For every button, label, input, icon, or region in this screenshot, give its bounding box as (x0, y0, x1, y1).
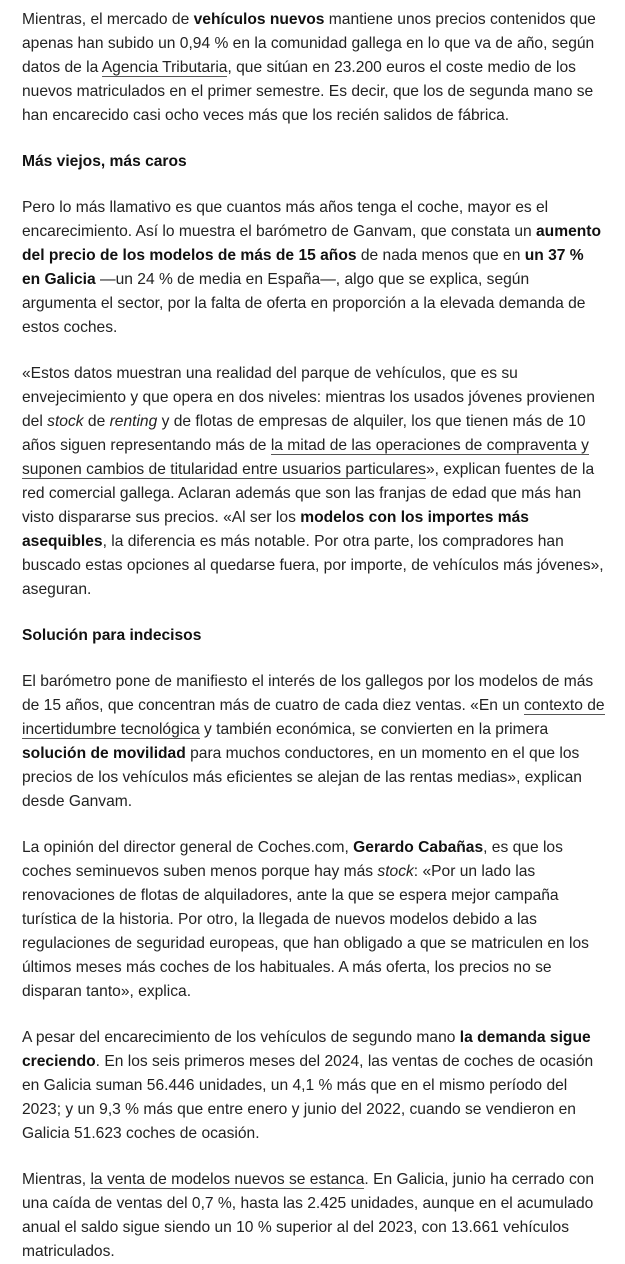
subheading-mas-viejos: Más viejos, más caros (22, 153, 187, 170)
text: y de flotas de empresas de alquiler, los que tienen más de 10 años siguen representando más de (22, 413, 586, 454)
link-venta-modelos-nuevos[interactable]: la venta de modelos nuevos se estanca (90, 1171, 365, 1188)
link-mitad-operaciones[interactable]: la mitad de las operaciones de compraventa y suponen cambios de titularidad entre usuarios particulares (22, 437, 589, 478)
paragraph-coches-com-opinion (22, 836, 605, 1004)
text: . En los seis primeros meses del 2024, las ventas de coches de ocasión en Galicia suman 56.446 unidades, un 4,1 % más que en el mismo período del 2023; y un 9,3 % más que entre enero y junio del 2022, cuando se vendieron en Galicia 51.623 coches de ocasión. (22, 1053, 594, 1142)
text: La opinión del director general de Coches.com, (22, 839, 354, 856)
text: , es que los coches seminuevos suben menos porque hay más (22, 839, 563, 880)
paragraph-new-sales-stagnate (22, 1168, 605, 1264)
bold-text: solución de movilidad (22, 745, 186, 762)
text: Pero lo más llamativo es que cuantos más años tenga el coche, mayor es el encarecimiento. Así lo muestra el barómetro de Ganvam, que constata un (22, 199, 549, 240)
paragraph-fleet-quote (22, 362, 605, 602)
text: Mientras, (22, 1171, 91, 1188)
italic-text: stock (47, 413, 84, 430)
subheading-solucion-indecisos: Solución para indecisos (22, 627, 202, 644)
bold-text: modelos con los importes más asequibles (22, 509, 529, 550)
text: para muchos conductores, en un momento en el que los precios de los vehículos más eficientes se alejan de las rentas medias», explican desde Ganvam. (22, 745, 582, 810)
text: de (83, 413, 110, 430)
paragraph-new-vehicle-prices (22, 8, 605, 128)
text: , la diferencia es más notable. Por otra parte, los compradores han buscado estas opciones al quedarse fuera, por importe, de vehículos más jóvenes», aseguran. (22, 533, 604, 598)
text: », explican fuentes de la red comercial gallega. Aclaran además que son las franjas de edad que más han visto dispararse sus precios. «Al ser los (22, 461, 595, 526)
bold-text: Gerardo Cabañas (353, 839, 484, 856)
paragraph-barometer (22, 670, 605, 814)
text: El barómetro pone de manifiesto el interés de los gallegos por los modelos de más de 15 años, que concentran más de cuatro de cada diez ventas. «En un (22, 673, 594, 714)
text: y también económica, se convierten en la primera (199, 721, 549, 738)
text: . En Galicia, junio ha cerrado con una caída de ventas del 0,7 %, hasta las 2.425 unidades, aunque en el acumulado anual el saldo sigue siendo un 10 % superior al del 2023, con 13.661 vehículos matriculados. (22, 1171, 595, 1260)
text: mantiene unos precios contenidos que apenas han subido un 0,94 % en la comunidad gallega en lo que va de año, según datos de la (22, 11, 596, 76)
italic-text: stock (377, 863, 414, 880)
paragraph-demand-growing (22, 1026, 605, 1146)
text: : «Por un lado las renovaciones de flotas de alquiladores, ante la que se espera mejor campaña turística de la historia. Por otro, la llegada de nuevos modelos debido a las regulaciones de seguridad europeas, que han obligado a que se matriculen en los últimos meses más coches de los habituales. A más oferta, los precios no se disparan tanto», explica. (22, 863, 589, 1000)
text: Mientras, el mercado de (22, 11, 194, 28)
bold-text: aumento del precio de los modelos de más de 15 años (22, 223, 601, 264)
text: A pesar del encarecimiento de los vehículos de segundo mano (22, 1029, 460, 1046)
text: —un 24 % de media en España—, algo que se explica, según argumenta el sector, por la falta de oferta en proporción a la elevada demanda de estos coches. (22, 271, 586, 336)
text: de nada menos que en (356, 247, 525, 264)
link-agencia-tributaria[interactable]: Agencia Tributaria (101, 59, 228, 76)
italic-text: renting (109, 413, 158, 430)
text: «Estos datos muestran una realidad del parque de vehículos, que es su envejecimiento y que opera en dos niveles: mientras los usados jóvenes provienen del (22, 365, 595, 430)
link-contexto-incertidumbre[interactable]: contexto de incertidumbre tecnológica (22, 697, 605, 738)
text: , que sitúan en 23.200 euros el coste medio de los nuevos matriculados en el primer semestre. Es decir, que los de segunda mano se han encarecido casi ocho veces más que los recién salidos de fábrica. (22, 59, 594, 124)
paragraph-older-more-expensive (22, 196, 605, 340)
bold-text: vehículos nuevos (193, 11, 325, 28)
bold-text: la demanda sigue creciendo (22, 1029, 591, 1070)
bold-text: un 37 % en Galicia (22, 247, 584, 288)
